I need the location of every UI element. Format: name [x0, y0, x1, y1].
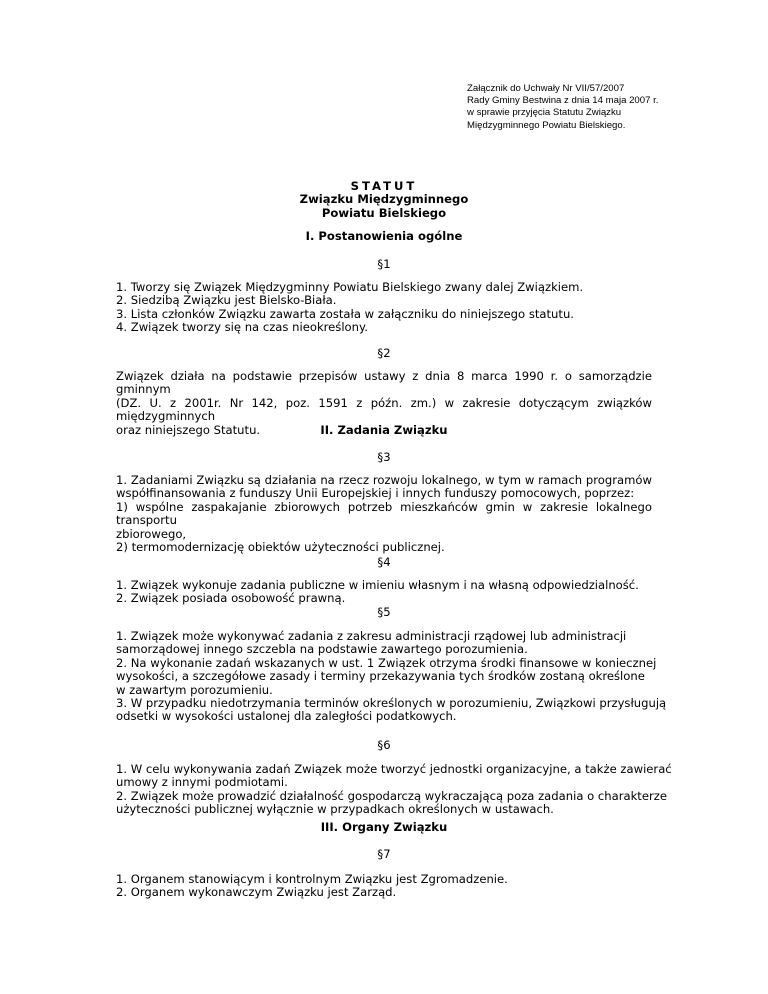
paragraph-7 — [116, 873, 652, 900]
title-line: Powiatu Bielskiego — [321, 205, 447, 220]
paragraph-line: umowy z innymi podmiotami. — [116, 775, 288, 790]
paragraph-sign-6: §6 — [377, 738, 391, 752]
chapter-heading-3: III. Organy Związku — [320, 820, 448, 834]
paragraph-sign-7: §7 — [377, 847, 391, 861]
paragraph-line: 2) termomodernizację obiektów użyteczności publicznej. — [116, 540, 445, 555]
paragraph-line: 2. Na wykonanie zadań wskazanych w ust. 1 Związek otrzyma środki finansowe w koniecznej — [116, 655, 657, 670]
paragraph-6 — [116, 762, 672, 817]
paragraph-line: samorządowej innego szczebla na podstawie zawartego porozumienia. — [116, 642, 528, 657]
paragraph-sign-2: §2 — [377, 346, 391, 360]
paragraph-line: 2. Organem wykonawczym Związku jest Zarząd. — [116, 885, 397, 900]
title-line: Związku Międzygminnego — [299, 192, 469, 207]
chapter-heading-2: II. Zadania Związku — [320, 423, 448, 437]
paragraph-line: 1. Organem stanowiącym i kontrolnym Związku jest Zgromadzenie. — [116, 872, 508, 886]
attachment-note — [467, 83, 658, 132]
paragraph-line: zbiorowego, — [116, 526, 187, 541]
paragraph-line: 2. Związek może prowadzić działalność gospodarczą wykraczającą poza zadania o charakterze — [116, 788, 667, 803]
attachment-note-line: Załącznik do Uchwały Nr VII/57/2007 — [467, 83, 625, 94]
paragraph-5 — [116, 629, 667, 724]
paragraph-line: 2. Związek posiada osobowość prawną. — [116, 591, 346, 606]
paragraph-line: użyteczności publicznej wyłącznie w przypadkach określonych w ustawach. — [116, 802, 554, 817]
paragraph-line: w zawartym porozumieniu. — [116, 682, 273, 697]
paragraph-line: współfinansowania z funduszy Unii Europejskiej i innych funduszy pomocowych, poprzez: — [116, 486, 635, 501]
title-statut: STATUT — [350, 179, 418, 193]
paragraph-line: oraz niniejszego Statutu. — [116, 422, 261, 437]
paragraph-line: 1. Związek może wykonywać zadania z zakresu administracji rządowej lub administracji — [116, 629, 627, 643]
paragraph-sign-5: §5 — [377, 605, 391, 619]
paragraph-line: (DZ. U. z 2001r. Nr 142, poz. 1591 z późn. zm.) w zakresie dotyczącym związków międzygminnych — [116, 395, 652, 424]
paragraph-line: wysokości, a szczegółowe zasady i terminy przekazywania tych środków zostaną określone — [116, 669, 645, 684]
document-title — [0, 180, 768, 220]
paragraph-line: 1. Tworzy się Związek Międzygminny Powiatu Bielskiego zwany dalej Związkiem. — [116, 280, 584, 294]
paragraph-sign-3: §3 — [377, 450, 391, 464]
paragraph-line: 1. Związek wykonuje zadania publiczne w imieniu własnym i na własną odpowiedzialność. — [116, 578, 639, 592]
paragraph-line: 3. Lista członków Związku zawarta została w załączniku do niniejszego statutu. — [116, 306, 574, 321]
paragraph-line: Związek działa na podstawie przepisów ustawy z dnia 8 marca 1990 r. o samorządzie gminnym — [116, 369, 652, 397]
attachment-note-line: Rady Gminy Bestwina z dnia 14 maja 2007 r. — [467, 95, 659, 107]
paragraph-line: 1. Zadaniami Związku są działania na rzecz rozwoju lokalnego, w tym w ramach programów — [116, 473, 652, 487]
attachment-note-line: w sprawie przyjęcia Statutu Związku — [467, 107, 622, 119]
paragraph-line: 1. W celu wykonywania zadań Związek może tworzyć jednostki organizacyjne, a także zawierać — [116, 762, 672, 776]
paragraph-line: 4. Związek tworzy się na czas nieokreślony. — [116, 320, 368, 335]
paragraph-line: 2. Siedzibą Związku jest Bielsko-Biała. — [116, 293, 337, 308]
attachment-note-line: Międzygminnego Powiatu Bielskiego. — [467, 119, 626, 131]
paragraph-1 — [116, 281, 652, 335]
paragraph-3 — [116, 474, 652, 554]
paragraph-line: 1) wspólne zaspakajanie zbiorowych potrzeb mieszkańców gmin w zakresie lokalnego transportu — [116, 499, 652, 528]
chapter-heading-1: I. Postanowienia ogólne — [305, 229, 463, 243]
paragraph-sign-1: §1 — [377, 257, 391, 271]
paragraph-line: 3. W przypadku niedotrzymania terminów określonych w porozumieniu, Związkowi przysługują — [116, 696, 667, 711]
paragraph-4 — [116, 579, 652, 606]
paragraph-sign-4: §4 — [377, 555, 391, 569]
paragraph-line: odsetki w wysokości ustalonej dla zaległości podatkowych. — [116, 709, 457, 724]
